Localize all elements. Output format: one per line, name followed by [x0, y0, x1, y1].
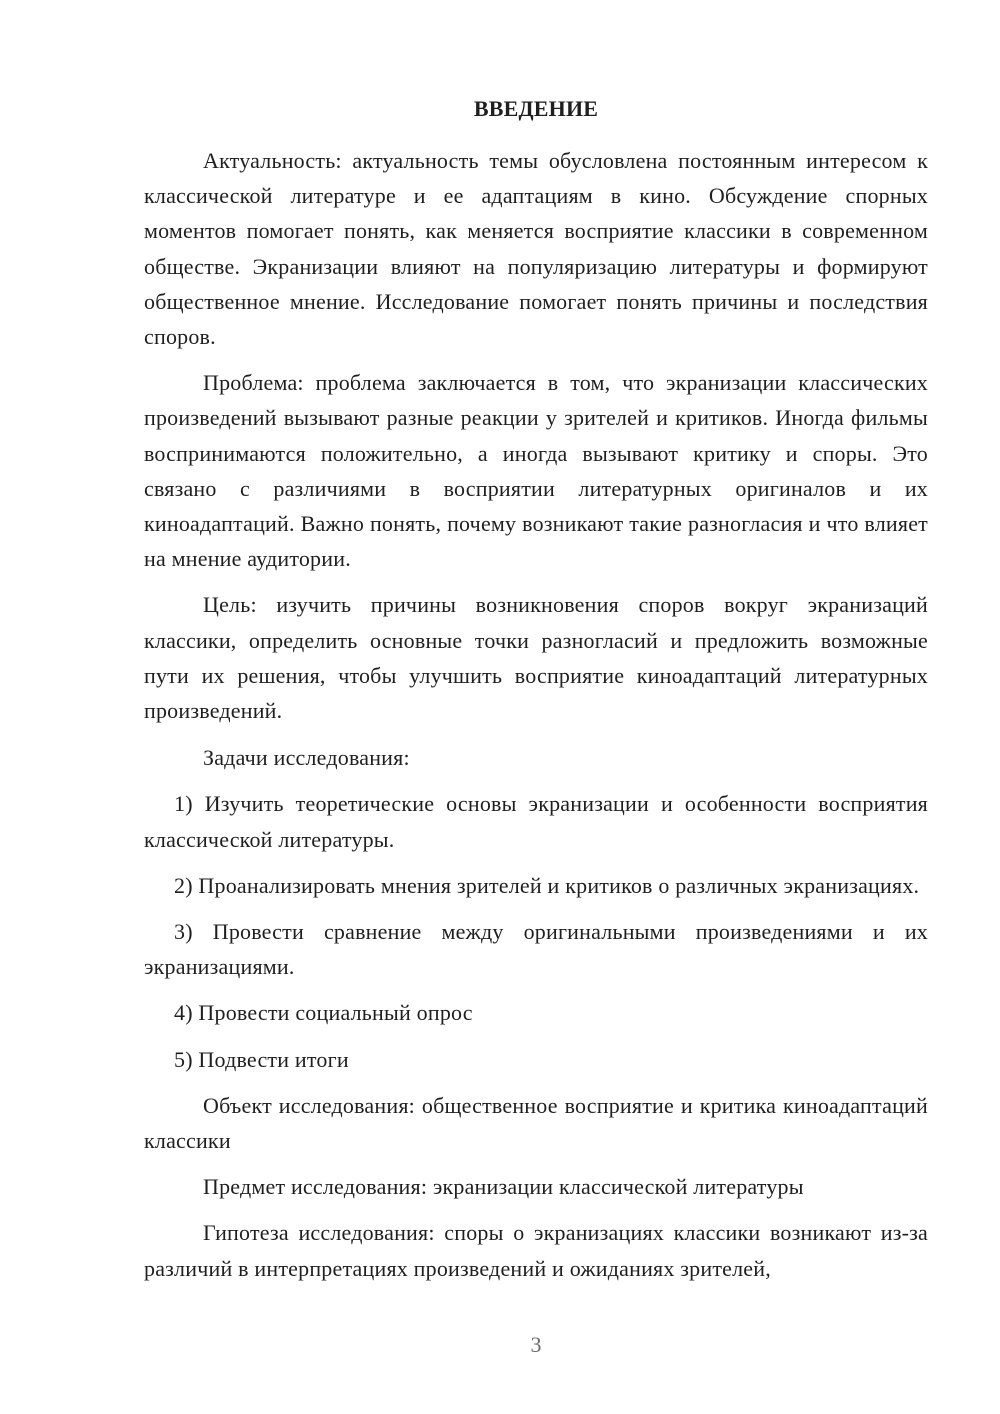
object-paragraph: Объект исследования: общественное восприятие и критика киноадаптаций классики — [144, 1092, 928, 1154]
section-heading: ВВЕДЕНИЕ — [473, 96, 599, 121]
subject-paragraph: Предмет исследования: экранизации классической литературы — [203, 1174, 804, 1200]
problem-paragraph: Проблема: проблема заключается в том, что экранизации классических произведений вызывают разные реакции у зрителей и критиков. Иногда фильмы воспринимаются положительно, а иногда вызывают критику и споры. Это связано с различиями в восприятии литературных оригиналов и их киноадаптаций. Важно понять, почему возникают такие разногласия и что влияет на мнение аудитории. — [144, 370, 928, 572]
document-page — [144, 92, 928, 1286]
task-item: 1) Изучить теоретические основы экранизации и особенности восприятия классической литературы. — [144, 791, 928, 852]
page-number: 3 — [530, 1332, 542, 1357]
relevance-paragraph: Актуальность: актуальность темы обусловлена постоянным интересом к классической литературе и ее адаптациям в кино. Обсуждение спорных моментов помогает понять, как меняется восприятие классики в современном обществе. Экранизации влияют на популяризацию литературы и формируют общественное мнение. Исследование помогает понять причины и последствия споров. — [144, 148, 928, 350]
task-item: 2) Проанализировать мнения зрителей и критиков о различных экранизациях. — [174, 872, 920, 898]
tasks-heading: Задачи исследования: — [203, 745, 410, 771]
task-item: 4) Провести социальный опрос — [174, 1000, 473, 1026]
task-item: 3) Провести сравнение между оригинальными произведениями и их экранизациями. — [144, 919, 928, 980]
task-item: 5) Подвести итоги — [174, 1046, 349, 1072]
goal-paragraph: Цель: изучить причины возникновения споров вокруг экранизаций классики, определить основные точки разногласий и предложить возможные пути их решения, чтобы улучшить восприятие киноадаптаций литературных произведений. — [144, 592, 928, 724]
hypothesis-paragraph: Гипотеза исследования: споры о экранизациях классики возникают из-за различий в интерпретациях произведений и ожиданиях зрителей, — [144, 1220, 928, 1281]
